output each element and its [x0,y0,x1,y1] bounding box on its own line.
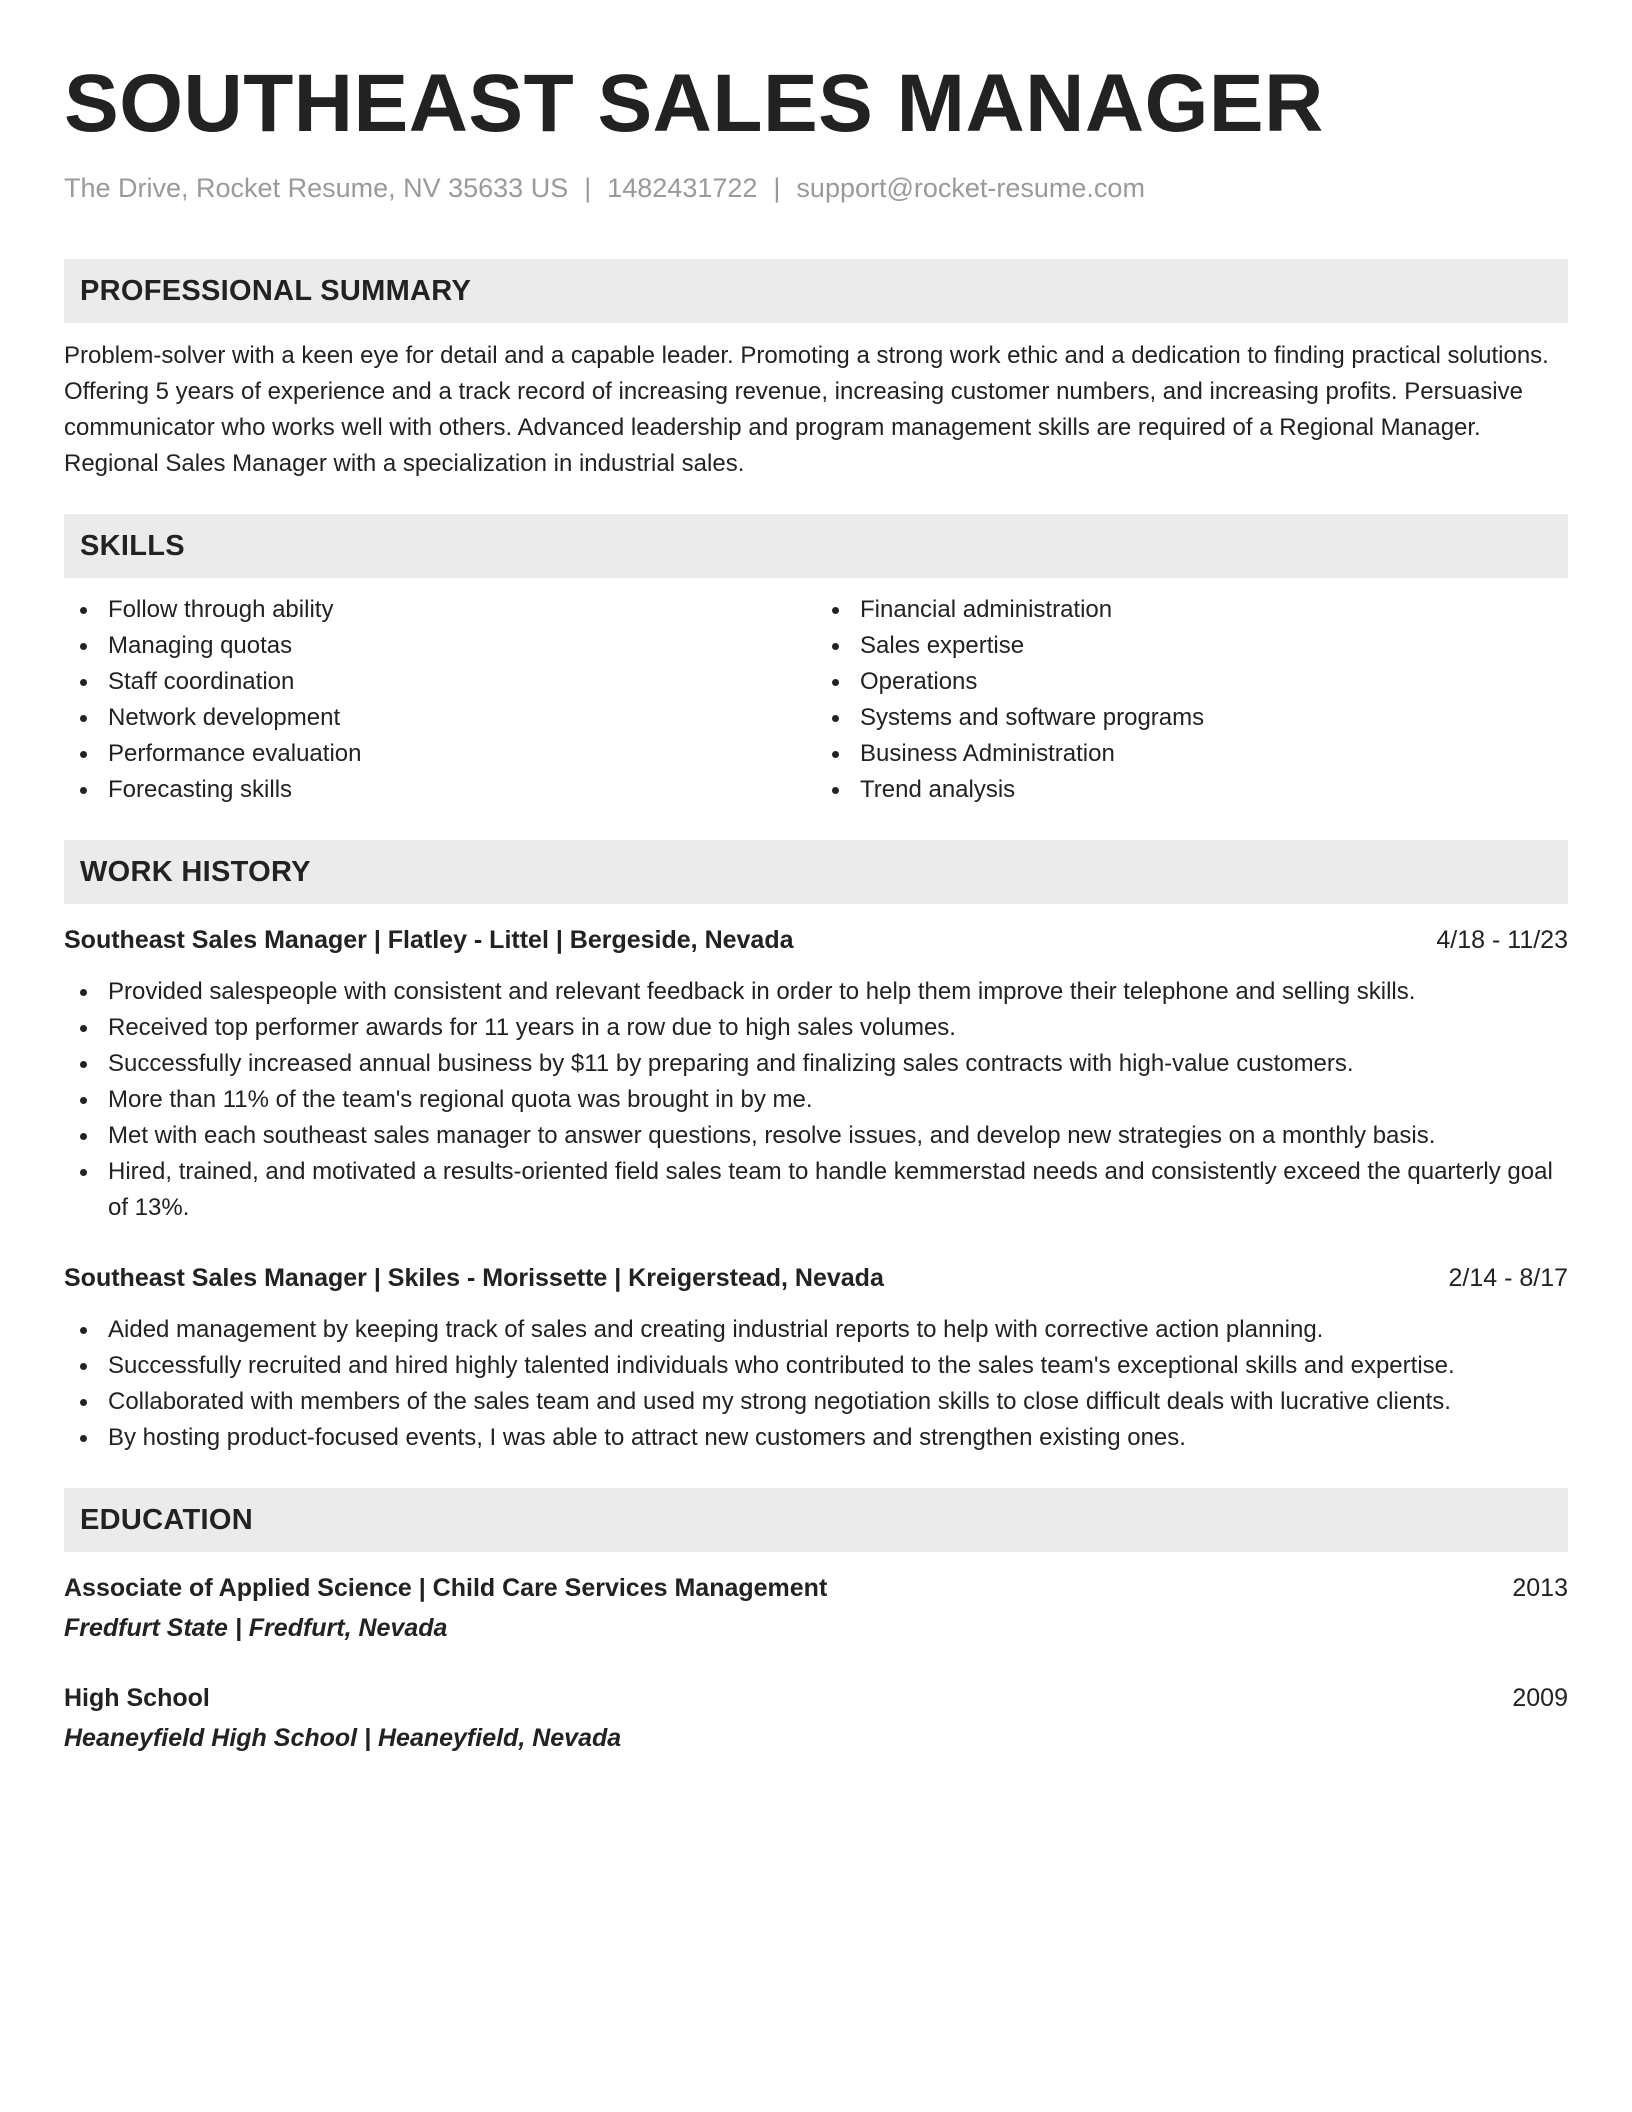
education-header [64,1680,1568,1716]
contact-email: support@rocket-resume.com [796,173,1145,203]
job-bullet: Collaborated with members of the sales team and used my strong negotiation skills to close difficult deals with lucrative clients. [64,1384,1568,1420]
skill-item: Trend analysis [816,772,1568,808]
summary-text: Problem-solver with a keen eye for detail and a capable leader. Promoting a strong work ethic and a dedication to finding practical solutions. Offering 5 years of experience and a track record of increasing revenue, increasing customer numbers, and increasing profits. Persuasive communicator who works well with others. Advanced leadership and program management skills are required of a Regional Manager. Regional Sales Manager with a specialization in industrial sales. [64,342,1549,477]
education-school: Fredfurt State | Fredfurt, Nevada [64,1614,448,1642]
job-bullets [64,974,1568,1226]
education-degree: High School [64,1684,210,1712]
education-entry [64,1570,1568,1646]
contact-phone: 1482431722 [607,173,758,203]
job-bullet: Met with each southeast sales manager to answer questions, resolve issues, and develop new strategies on a monthly basis. [64,1118,1568,1154]
job-title: Southeast Sales Manager | Flatley - Littel | Bergeside, Nevada [64,926,794,954]
skill-item: Forecasting skills [64,772,816,808]
skills-column-right [816,592,1568,808]
job-bullet: Successfully increased annual business by $11 by preparing and finalizing sales contracts with high-value customers. [64,1046,1568,1082]
skill-item: Staff coordination [64,664,816,700]
job-bullet: Received top performer awards for 11 years in a row due to high sales volumes. [64,1010,1568,1046]
education-year: 2009 [1512,1684,1568,1712]
job-entry [64,922,1568,1226]
contact-separator: | [773,173,781,203]
skill-item: Business Administration [816,736,1568,772]
job-bullets [64,1312,1568,1456]
education-school: Heaneyfield High School | Heaneyfield, Nevada [64,1724,622,1752]
work-history-heading: WORK HISTORY [64,840,1568,904]
job-bullet: By hosting product-focused events, I was able to attract new customers and strengthen existing ones. [64,1420,1568,1456]
education-year: 2013 [1512,1574,1568,1602]
job-dates: 4/18 - 11/23 [1436,926,1568,954]
skills-column-left [64,592,816,808]
skill-item: Sales expertise [816,628,1568,664]
job-bullet: More than 11% of the team's regional quota was brought in by me. [64,1082,1568,1118]
education-degree: Associate of Applied Science | Child Care Services Management [64,1574,828,1602]
job-bullet: Aided management by keeping track of sales and creating industrial reports to help with corrective action planning. [64,1312,1568,1348]
contact-address: The Drive, Rocket Resume, NV 35633 US [64,173,569,203]
skill-item: Follow through ability [64,592,816,628]
skill-item: Managing quotas [64,628,816,664]
contact-separator: | [584,173,592,203]
education-header [64,1570,1568,1606]
job-title: Southeast Sales Manager | Skiles - Morissette | Kreigerstead, Nevada [64,1264,884,1292]
summary-heading: PROFESSIONAL SUMMARY [64,259,1568,323]
resume-name: SOUTHEAST SALES MANAGER [64,58,1324,149]
job-dates: 2/14 - 8/17 [1448,1264,1568,1292]
education-heading: EDUCATION [64,1488,1568,1552]
job-header [64,1260,1568,1296]
skills-heading: SKILLS [64,514,1568,578]
education-entry [64,1680,1568,1756]
job-bullet: Successfully recruited and hired highly talented individuals who contributed to the sales team's exceptional skills and expertise. [64,1348,1568,1384]
job-bullet: Provided salespeople with consistent and relevant feedback in order to help them improve their telephone and selling skills. [64,974,1568,1010]
job-bullet: Hired, trained, and motivated a results-oriented field sales team to handle kemmerstad needs and consistently exceed the quarterly goal of 13%. [64,1154,1568,1226]
skill-item: Systems and software programs [816,700,1568,736]
skill-item: Performance evaluation [64,736,816,772]
skill-item: Network development [64,700,816,736]
skills-grid [64,592,1568,808]
job-entry [64,1260,1568,1456]
contact-line [64,170,1568,206]
skill-item: Financial administration [816,592,1568,628]
skill-item: Operations [816,664,1568,700]
job-header [64,922,1568,958]
